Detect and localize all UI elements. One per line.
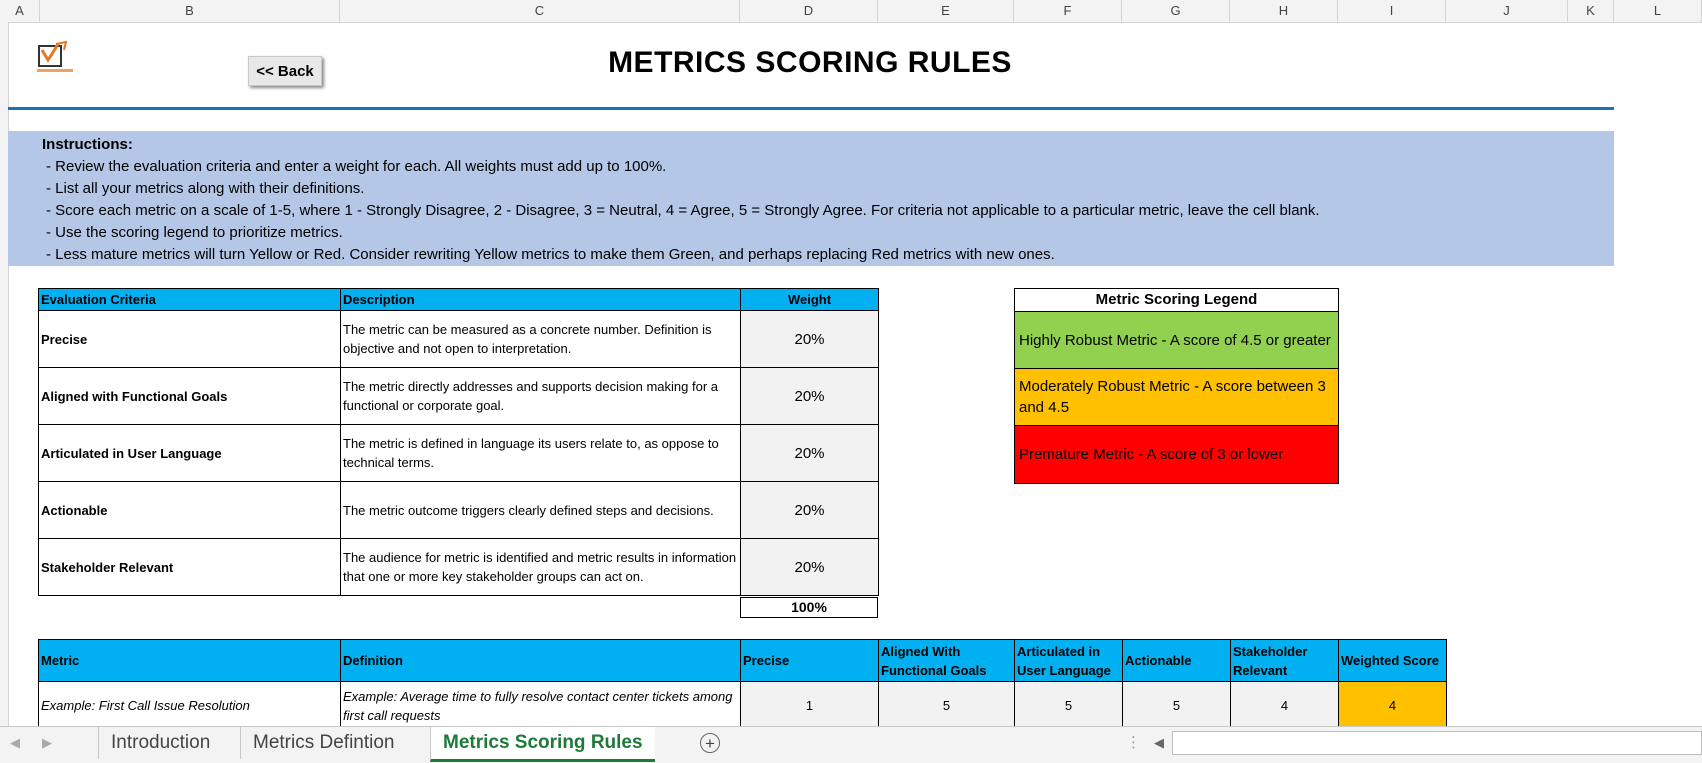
criteria-description[interactable]: The metric outcome triggers clearly defined steps and decisions.: [341, 482, 741, 539]
table-header: Precise: [741, 640, 879, 682]
legend-item-high: Highly Robust Metric - A score of 4.5 or greater: [1015, 312, 1338, 369]
criteria-name[interactable]: Articulated in User Language: [39, 425, 341, 482]
criteria-description[interactable]: The metric directly addresses and supports decision making for a functional or corporate goal.: [341, 368, 741, 425]
table-header: Weighted Score: [1339, 640, 1447, 682]
column-header-g[interactable]: G: [1122, 0, 1230, 22]
table-header: Description: [341, 289, 741, 311]
weight-cell[interactable]: 20%: [741, 482, 879, 539]
instructions-heading: Instructions:: [42, 136, 133, 153]
legend-item-premature: Premature Metric - A score of 3 or lower: [1015, 426, 1338, 483]
column-header-bar: [0, 0, 1702, 23]
instruction-line: - List all your metrics along with their definitions.: [46, 180, 365, 197]
next-sheet-icon[interactable]: ▶: [42, 735, 52, 750]
page-title: METRICS SCORING RULES: [608, 46, 1012, 79]
sheet-tab-bar: [0, 726, 1702, 763]
weight-cell[interactable]: 20%: [741, 368, 879, 425]
column-header-h[interactable]: H: [1230, 0, 1338, 22]
table-header: Weight: [741, 289, 879, 311]
legend-item-moderate: Moderately Robust Metric - A score between 3 and 4.5: [1015, 369, 1338, 426]
column-header-i[interactable]: I: [1338, 0, 1446, 22]
scroll-split-handle-icon[interactable]: ⋮: [1126, 734, 1141, 751]
row-header-strip: [0, 22, 9, 726]
instruction-line: - Review the evaluation criteria and enter a weight for each. All weights must add up to 100%.: [46, 158, 667, 175]
legend-title: Metric Scoring Legend: [1015, 289, 1338, 312]
table-row: [39, 482, 879, 539]
criteria-description[interactable]: The metric can be measured as a concrete number. Definition is objective and not open to interpretation.: [341, 311, 741, 368]
metric-definition-cell[interactable]: Example: Average time to fully resolve contact center tickets among first call requests: [341, 682, 741, 730]
criteria-name[interactable]: Aligned with Functional Goals: [39, 368, 341, 425]
company-logo: [36, 40, 74, 74]
column-header-f[interactable]: F: [1014, 0, 1122, 22]
table-header: Actionable: [1123, 640, 1231, 682]
instruction-line: - Use the scoring legend to prioritize metrics.: [46, 224, 343, 241]
weighted-score-cell[interactable]: 4: [1339, 682, 1447, 730]
table-header: Stakeholder Relevant: [1231, 640, 1339, 682]
column-header-c[interactable]: C: [340, 0, 740, 22]
table-row: [39, 539, 879, 596]
score-cell[interactable]: 5: [1123, 682, 1231, 730]
table-row: [39, 682, 1447, 730]
metric-scoring-legend: [1014, 288, 1339, 484]
column-header-e[interactable]: E: [878, 0, 1014, 22]
table-header: Metric: [39, 640, 341, 682]
evaluation-criteria-table: [38, 288, 879, 596]
table-row: [39, 311, 879, 368]
score-cell[interactable]: 1: [741, 682, 879, 730]
column-header-d[interactable]: D: [740, 0, 878, 22]
metric-name-cell[interactable]: Example: First Call Issue Resolution: [39, 682, 341, 730]
table-header: Evaluation Criteria: [39, 289, 341, 311]
score-cell[interactable]: 5: [1015, 682, 1123, 730]
table-header: Definition: [341, 640, 741, 682]
table-header: Articulated in User Language: [1015, 640, 1123, 682]
column-header-a[interactable]: A: [0, 0, 40, 22]
instructions-panel: [8, 131, 1614, 266]
tab-metrics-scoring-rules[interactable]: Metrics Scoring Rules: [430, 727, 655, 762]
column-header-l[interactable]: L: [1614, 0, 1702, 22]
column-header-j[interactable]: J: [1446, 0, 1568, 22]
score-cell[interactable]: 5: [879, 682, 1015, 730]
tab-metrics-definition[interactable]: Metrics Defintion: [240, 727, 407, 759]
weight-total[interactable]: 100%: [740, 597, 878, 618]
back-button[interactable]: << Back: [248, 56, 322, 86]
table-row: [39, 368, 879, 425]
table-row: [39, 425, 879, 482]
criteria-name[interactable]: Actionable: [39, 482, 341, 539]
add-sheet-icon[interactable]: +: [700, 733, 720, 753]
criteria-name[interactable]: Stakeholder Relevant: [39, 539, 341, 596]
column-header-k[interactable]: K: [1568, 0, 1614, 22]
prev-sheet-icon[interactable]: ◀: [10, 735, 20, 750]
metrics-table: [38, 639, 1447, 730]
criteria-description[interactable]: The metric is defined in language its users relate to, as oppose to technical terms.: [341, 425, 741, 482]
weight-cell[interactable]: 20%: [741, 311, 879, 368]
criteria-description[interactable]: The audience for metric is identified and metric results in information that one or more key stakeholder groups can act on.: [341, 539, 741, 596]
horizontal-scrollbar[interactable]: [1172, 731, 1702, 755]
weight-cell[interactable]: 20%: [741, 425, 879, 482]
title-divider: [8, 107, 1614, 110]
table-header: Aligned With Functional Goals: [879, 640, 1015, 682]
weight-cell[interactable]: 20%: [741, 539, 879, 596]
tab-introduction[interactable]: Introduction: [98, 727, 222, 759]
criteria-name[interactable]: Precise: [39, 311, 341, 368]
column-header-b[interactable]: B: [40, 0, 340, 22]
instruction-line: - Less mature metrics will turn Yellow or Red. Consider rewriting Yellow metrics to make them Green, and perhaps replacing Red metrics with new ones.: [46, 246, 1055, 263]
score-cell[interactable]: 4: [1231, 682, 1339, 730]
instruction-line: - Score each metric on a scale of 1-5, where 1 - Strongly Disagree, 2 - Disagree, 3 = Neutral, 4 = Agree, 5 = Strongly Agree. For criteria not applicable to a particular metric, leave the cell blank.: [46, 202, 1320, 219]
scroll-left-icon[interactable]: ◀: [1154, 735, 1164, 750]
